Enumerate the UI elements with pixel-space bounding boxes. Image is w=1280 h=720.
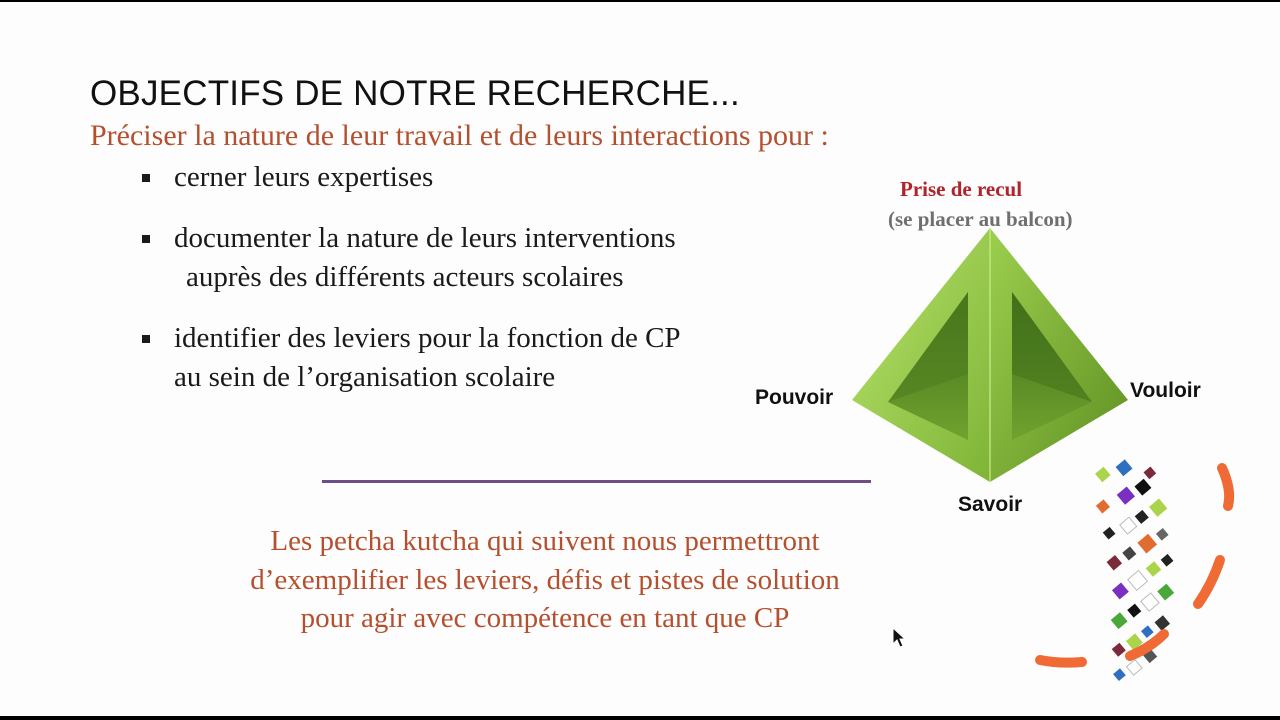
pyramid-bottom-label: Savoir [958,493,1023,516]
closing-line-3: pour agir avec compétence en tant que CP [300,602,790,634]
closing-line-2: d’exemplifier les leviers, défis et pistes de solution [250,563,840,596]
slide-subtitle: Préciser la nature de leur travail et de leurs interactions pour : [90,119,829,152]
pyramid-top-label: Prise de recul [900,177,1023,201]
slide-title: OBJECTIFS DE NOTRE RECHERCHE... [90,74,740,113]
bullet-text-continued: auprès des différents acteurs scolaires [186,261,624,293]
presentation-slide [0,2,1280,716]
pyramid-left-label: Pouvoir [755,386,834,409]
bullet-text-continued: au sein de l’organisation scolaire [174,361,556,393]
bullet-text: cerner leurs expertises [174,161,434,193]
pyramid-right-label: Vouloir [1130,379,1201,402]
mouse-pointer-icon [0,2,1280,716]
bullet-text: identifier des leviers pour la fonction de CP [174,322,681,354]
bullet-text: documenter la nature de leurs interventions [174,222,676,254]
closing-line-1: Les petcha kutcha qui suivent nous permettront [270,525,820,557]
pyramid-top-sublabel: (se placer au balcon) [888,207,1073,231]
